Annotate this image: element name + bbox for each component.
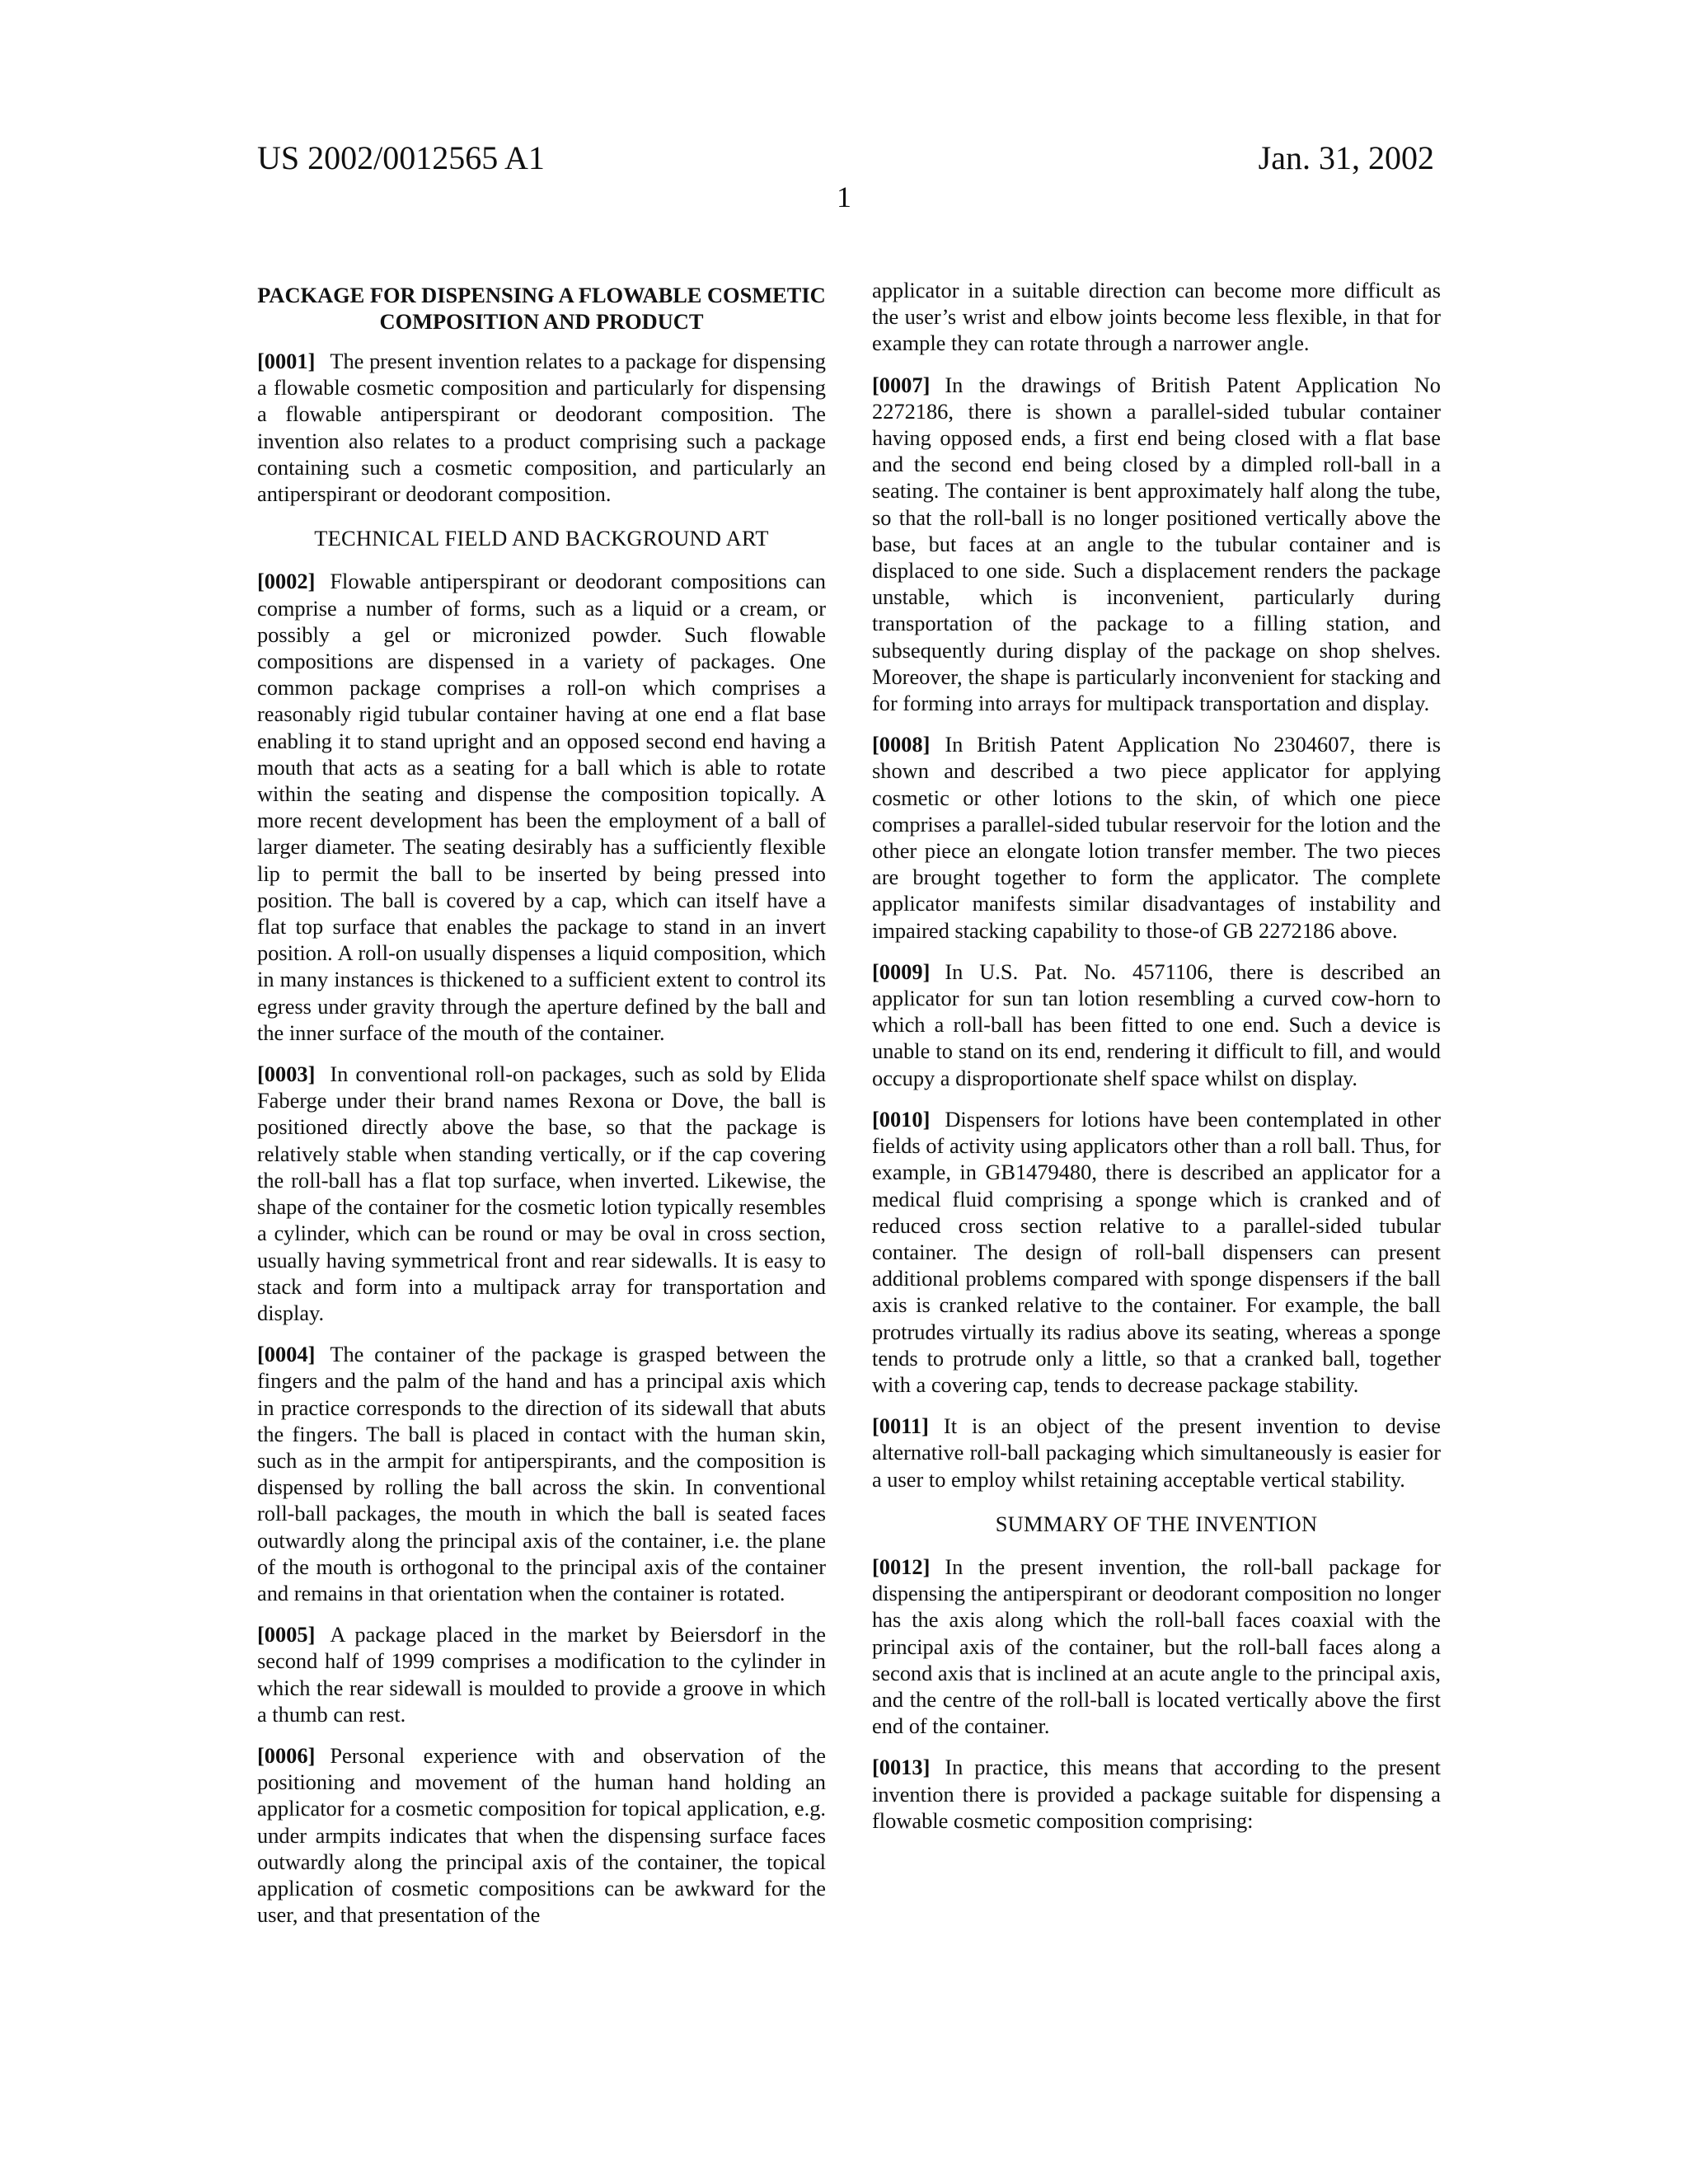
paragraph-number: [0003] [257,1062,316,1087]
paragraph-text: Personal experience with and observation of the positioning and movement of the human hand holding an applicator for a cosmetic composition for topical application, e.g. under armpits indicates that when the dispensing surface faces outwardly along the principal axis of the container, the topical application of cosmetic compositions can be awkward for the user, and that presentation of the [257,1742,826,1928]
paragraph-number: [0005] [257,1622,316,1647]
paragraph-text: In U.S. Pat. No. 4571106, there is described an applicator for sun tan lotion resembling a curved cow-horn to which a roll-ball has been fitted to one end. Such a device is unable to stand on its end, rendering it difficult to fill, and would occupy a disproportionate shelf space whilst on display. [872,958,1441,1090]
paragraph-0004 [257,1341,826,1606]
paragraph-text: In the present invention, the roll-ball package for dispensing the antiperspirant or deodorant composition no longer has the axis along which the roll-ball faces coaxial with the principal axis of the container, but the roll-ball faces along a second axis that is inclined at an acute angle to the principal axis, and the centre of the roll-ball is located vertically above the first end of the container. [872,1554,1441,1739]
paragraph-0011 [872,1413,1441,1493]
page-number: 1 [837,180,851,213]
paragraph-text: In the drawings of British Patent Application No 2272186, there is shown a parallel-sided tubular container having opposed ends, a first end being closed with a flat base and the second end being closed by a dimpled roll-ball in a seating. The container is bent approximately half along the tube, so that the roll-ball is no longer positioned vertically above the base, but faces at an angle to the tubular container and is displaced to one side. Such a displacement renders the package unstable, which is inconvenient, particularly during transportation of the package to a filling station, and subsequently during display of the package on shop shelves. Moreover, the shape is particularly inconvenient for stacking and for forming into arrays for multipack transportation and display. [872,372,1441,716]
paragraph-text: The container of the package is grasped between the fingers and the palm of the hand and has a principal axis which in practice corresponds to the direction of its sidewall that abuts the fingers. The ball is placed in contact with the human skin, such as in the armpit for antiperspirants, and the composition is dispensed by rolling the ball across the skin. In conventional roll-ball packages, the mouth in which the ball is seated faces outwardly along the principal axis of the container, i.e. the plane of the mouth is orthogonal to the principal axis of the container and remains in that orientation when the container is rotated. [257,1342,826,1605]
paragraph-number: [0008] [872,732,931,757]
publication-date: Jan. 31, 2002 [1258,139,1434,176]
paragraph-number: [0007] [872,372,931,397]
paragraph-0006 [257,1742,826,1928]
document-title: PACKAGE FOR DISPENSING A FLOWABLE COSMETIC COMPOSITION AND PRODUCT [257,283,826,334]
paragraph-number: [0004] [257,1342,316,1367]
paragraph-0001 [257,348,826,507]
paragraph-text: Dispensers for lotions have been contemplated in other fields of activity using applicators other than a roll ball. Thus, for example, in GB1479480, there is described an applicator for a medical fluid comprising a sponge which is cranked and of reduced cross section relative to a parallel-sided tubular container. The design of roll-ball dispensers can present additional problems compared with sponge dispensers if the ball axis is cranked relative to the container. For example, the ball protrudes virtually its radius above its seating, whereas a sponge tends to protrude only a little, so that a cranked ball, together with a covering cap, tends to decrease package stability. [872,1106,1441,1397]
patent-number: US 2002/0012565 A1 [257,139,545,176]
paragraph-number: [0001] [257,349,316,373]
paragraph-number: [0009] [872,958,931,984]
paragraph-number: [0006] [257,1742,316,1768]
section-heading-technical-field: TECHNICAL FIELD AND BACKGROUND ART [314,526,769,551]
paragraph-0006-continued [872,277,1441,357]
paragraph-0009 [872,958,1441,1091]
paragraph-text: applicator in a suitable direction can become more difficult as the user’s wrist and elbow joints become less flexible, in that for example they can rotate through a narrower angle. [872,278,1441,356]
paragraph-0003 [257,1061,826,1326]
paragraph-0007 [872,372,1441,717]
paragraph-text: Flowable antiperspirant or deodorant compositions can comprise a number of forms, such as a liquid or a cream, or possibly a gel or micronized powder. Such flowable compositions are dispensed in a variety of packages. One common package comprises a roll-on which comprises a reasonably rigid tubular container having at one end a flat base enabling it to stand upright and an opposed second end having a mouth that acts as a seating for a ball which is able to rotate within the seating and dispense the composition topically. A more recent development has been the employment of a ball of larger diameter. The seating desirably has a sufficiently flexible lip to permit the ball to be inserted by being pressed into position. The ball is covered by a cap, which can itself have a flat top surface that enables the package to stand in an invert position. A roll-on usually dispenses a liquid composition, which in many instances is thickened to a sufficient extent to control its egress under gravity through the aperture defined by the ball and the inner surface of the mouth of the container. [257,569,826,1045]
paragraph-text: The present invention relates to a package for dispensing a flowable cosmetic composition and particularly for dispensing a flowable antiperspirant or deodorant composition. The invention also relates to a product comprising such a package containing such a cosmetic composition, and particularly an antiperspirant or deodorant composition. [257,349,826,507]
paragraph-0012 [872,1554,1441,1739]
paragraph-text: In practice, this means that according to the present invention there is provided a package suitable for dispensing a flowable cosmetic composition comprising: [872,1755,1441,1833]
paragraph-text: It is an object of the present invention to devise alternative roll-ball packaging which simultaneously is easier for a user to employ whilst retaining acceptable vertical stability. [872,1413,1441,1492]
paragraph-0013 [872,1754,1441,1834]
left-column [257,277,826,1943]
paragraph-0010 [872,1106,1441,1398]
paragraph-number: [0011] [872,1413,929,1439]
paragraph-text: In British Patent Application No 2304607, there is shown and described a two piece applicator for applying cosmetic or other lotions to the skin, of which one piece comprises a parallel-sided tubular reservoir for the lotion and the other piece an elongate lotion transfer member. The two pieces are brought together to form the applicator. The complete applicator manifests similar disadvantages of instability and impaired stacking capability to those-of GB 2272186 above. [872,732,1441,943]
paragraph-number: [0002] [257,569,316,594]
paragraph-0008 [872,731,1441,944]
paragraph-text: In conventional roll-on packages, such as sold by Elida Faberge under their brand names Rexona or Dove, the ball is positioned directly above the base, so that the package is relatively stable when standing vertically, or if the cap covering the roll-ball has a flat top surface, when inverted. Likewise, the shape of the container for the cosmetic lotion typically resembles a cylinder, which can be round or may be oval in cross section, usually having symmetrical front and rear sidewalls. It is easy to stack and form into a multipack array for transportation and display. [257,1062,826,1325]
paragraph-text: A package placed in the market by Beiersdorf in the second half of 1999 comprises a modification to the cylinder in which the rear sidewall is moulded to provide a groove in which a thumb can rest. [257,1622,826,1727]
section-heading-summary: SUMMARY OF THE INVENTION [995,1511,1318,1536]
paragraph-0002 [257,568,826,1046]
paragraph-number: [0013] [872,1755,931,1780]
paragraph-number: [0012] [872,1554,931,1579]
right-column [872,277,1441,1849]
paragraph-0005 [257,1621,826,1727]
paragraph-number: [0010] [872,1106,931,1132]
